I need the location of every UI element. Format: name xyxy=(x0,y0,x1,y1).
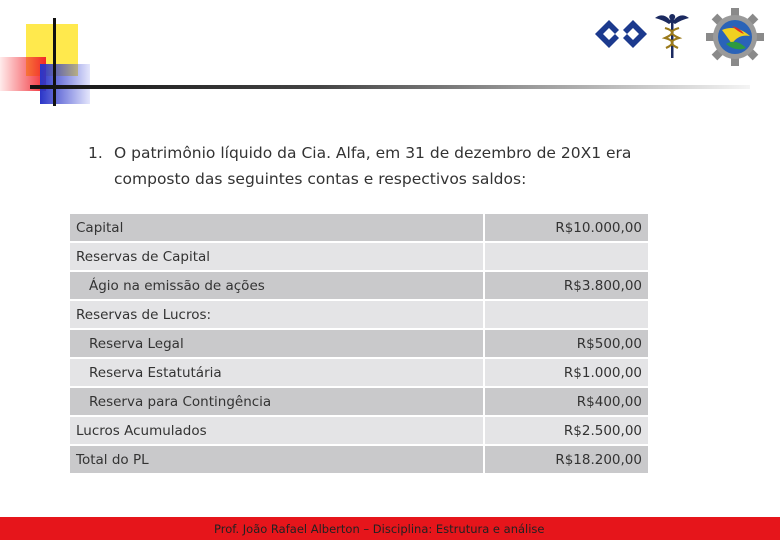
table-row xyxy=(69,445,649,474)
account-name: Reserva Legal xyxy=(69,329,484,358)
account-balance: R$10.000,00 xyxy=(484,213,649,242)
equity-table xyxy=(68,212,650,475)
account-name: Reservas de Capital xyxy=(69,242,484,271)
question-number: 1. xyxy=(88,144,103,162)
account-name: Reserva Estatutária xyxy=(69,358,484,387)
gear-logo-icon xyxy=(706,8,764,66)
footer-text: Prof. João Rafael Alberton – Disciplina: Estrutura e análise xyxy=(214,522,545,536)
account-balance: R$400,00 xyxy=(484,387,649,416)
table-row xyxy=(69,271,649,300)
table-row xyxy=(69,416,649,445)
account-balance: R$18.200,00 xyxy=(484,445,649,474)
account-balance xyxy=(484,242,649,271)
account-name: Total do PL xyxy=(69,445,484,474)
decor-blue-square xyxy=(40,64,90,104)
account-name: Reservas de Lucros: xyxy=(69,300,484,329)
question-text: O patrimônio líquido da Cia. Alfa, em 31 de dezembro de 20X1 era composto das seguintes contas e respectivos saldos: xyxy=(114,144,632,188)
table-row xyxy=(69,329,649,358)
footer-bar xyxy=(0,517,780,540)
account-name: Lucros Acumulados xyxy=(69,416,484,445)
table-row xyxy=(69,300,649,329)
account-name: Reserva para Contingência xyxy=(69,387,484,416)
table-row xyxy=(69,387,649,416)
decor-vertical-line xyxy=(53,18,56,106)
question xyxy=(88,140,668,192)
account-name: Ágio na emissão de ações xyxy=(69,271,484,300)
account-balance: R$500,00 xyxy=(484,329,649,358)
account-balance xyxy=(484,300,649,329)
table-row xyxy=(69,358,649,387)
table-row xyxy=(69,213,649,242)
account-balance: R$3.800,00 xyxy=(484,271,649,300)
header-divider xyxy=(30,85,750,89)
diamond-logo-icon xyxy=(592,16,650,52)
caduceus-logo-icon xyxy=(653,8,691,60)
table-row xyxy=(69,242,649,271)
account-balance: R$1.000,00 xyxy=(484,358,649,387)
account-name: Capital xyxy=(69,213,484,242)
account-balance: R$2.500,00 xyxy=(484,416,649,445)
